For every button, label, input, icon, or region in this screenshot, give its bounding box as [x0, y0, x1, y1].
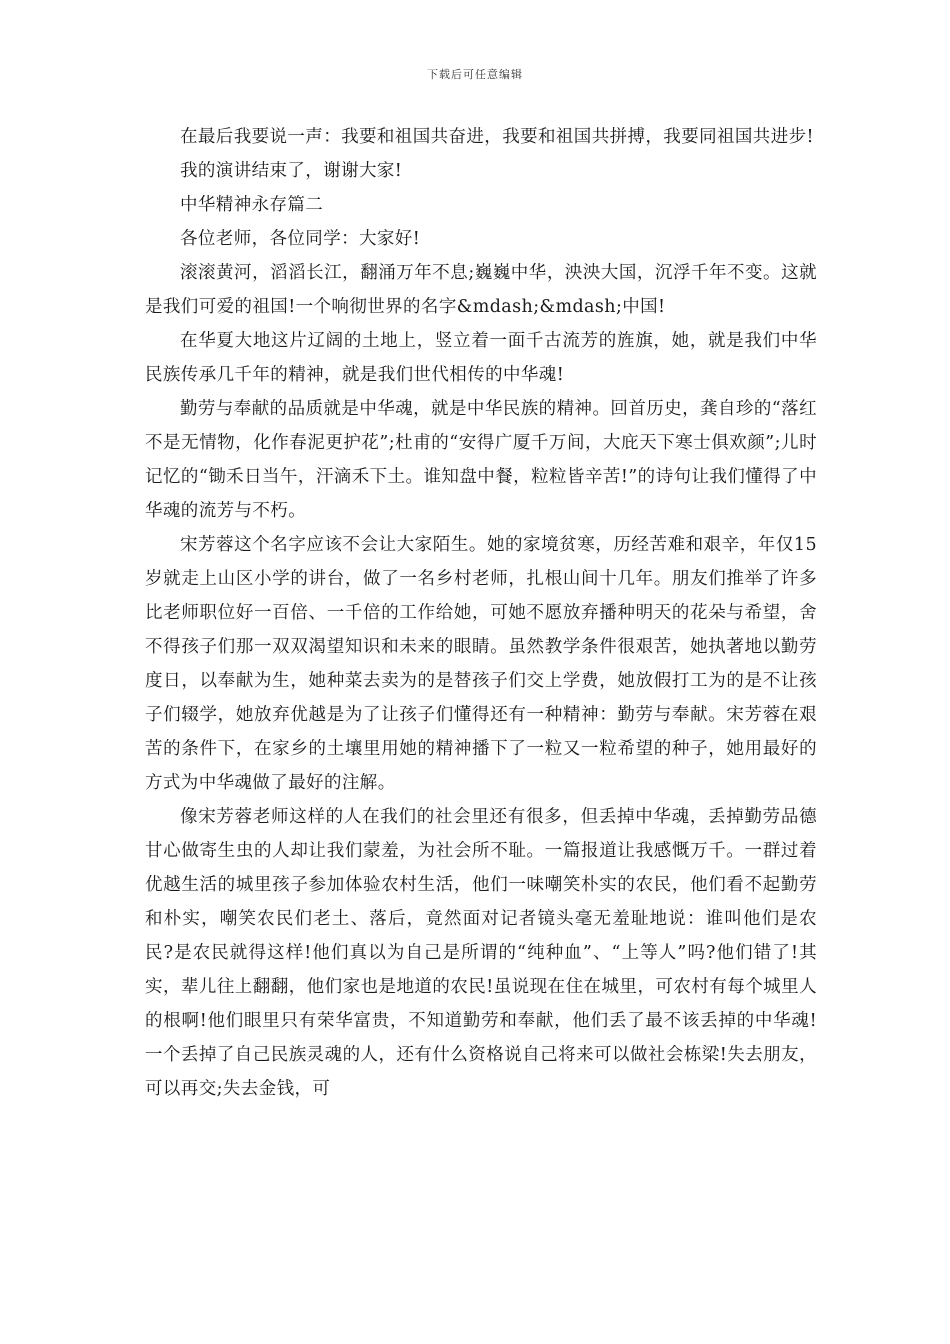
- paragraph-song-fangrong: 宋芳蓉这个名字应该不会让大家陌生。她的家境贫寒，历经苦难和艰辛，年仅15岁就走上山区小学的讲台，做了一名乡村老师，扎根山间十几年。朋友们推举了许多比老师职位好一百倍、一千倍的工作给她，可她不愿放弃播种明天的花朵与希望，舍不得孩子们那一双双渴望知识和未来的眼睛。虽然教学条件很艰苦，她执著地以勤劳度日，以奉献为生，她种菜去卖为的是替孩子们交上学费，她放假打工为的是不让孩子们辍学，她放弃优越是为了让孩子们懂得还有一种精神：勤劳与奉献。宋芳蓉在艰苦的条件下，在家乡的土壤里用她的精神播下了一粒又一粒希望的种子，她用最好的方式为中华魂做了最好的注解。: [145, 535, 817, 793]
- page-header-note: 下载后可任意编辑: [427, 68, 523, 81]
- paragraph-rivers: 滚滚黄河，滔滔长江，翻涌万年不息;巍巍中华，泱泱大国，沉浮千年不变。这就是我们可爱的祖国!一个响彻世界的名字&mdash;&mdash;中国!: [145, 263, 817, 317]
- paragraph-banner: 在华夏大地这片辽阔的土地上，竖立着一面千古流芳的旌旗，她，就是我们中华民族传承几千年的精神，就是我们世代相传的中华魂!: [145, 331, 817, 385]
- paragraph-speech-end: 我的演讲结束了，谢谢大家!: [180, 161, 403, 181]
- paragraph-city-children: 像宋芳蓉老师这样的人在我们的社会里还有很多，但丢掉中华魂，丢掉勤劳品德甘心做寄生虫的人却让我们蒙羞，为社会所不耻。一篇报道让我感慨万千。一群过着优越生活的城里孩子参加体验农村生活，他们一味嘲笑朴实的农民，他们看不起勤劳和朴实，嘲笑农民们老土、落后，竟然面对记者镜头毫无羞耻地说：谁叫他们是农民?是农民就得这样!他们真以为自己是所谓的“纯种血”、“上等人”吗?他们错了!其实，辈儿往上翻翻，他们家也是地道的农民!虽说现在住在城里，可农村有每个城里人的根啊!他们眼里只有荣华富贵，不知道勤劳和奉献，他们丢了最不该丢掉的中华魂!一个丢掉了自己民族灵魂的人，还有什么资格说自己将来可以做社会栋梁!失去朋友，可以再交;失去金钱，可: [145, 807, 817, 1099]
- document-body: [145, 120, 817, 1106]
- section-title: 中华精神永存篇二: [180, 195, 324, 215]
- paragraph-greeting: 各位老师，各位同学：大家好!: [180, 229, 421, 249]
- paragraph-diligence: 勤劳与奉献的品质就是中华魂，就是中华民族的精神。回首历史，龚自珍的“落红不是无情物，化作春泥更护花”;杜甫的“安得广厦千万间，大庇天下寒士俱欢颜”;儿时记忆的“锄禾日当午，汗滴禾下土。谁知盘中餐，粒粒皆辛苦!”的诗句让我们懂得了中华魂的流芳与不朽。: [145, 399, 817, 521]
- paragraph-closing-statement: 在最后我要说一声：我要和祖国共奋进，我要和祖国共拼搏，我要同祖国共进步!: [180, 127, 814, 147]
